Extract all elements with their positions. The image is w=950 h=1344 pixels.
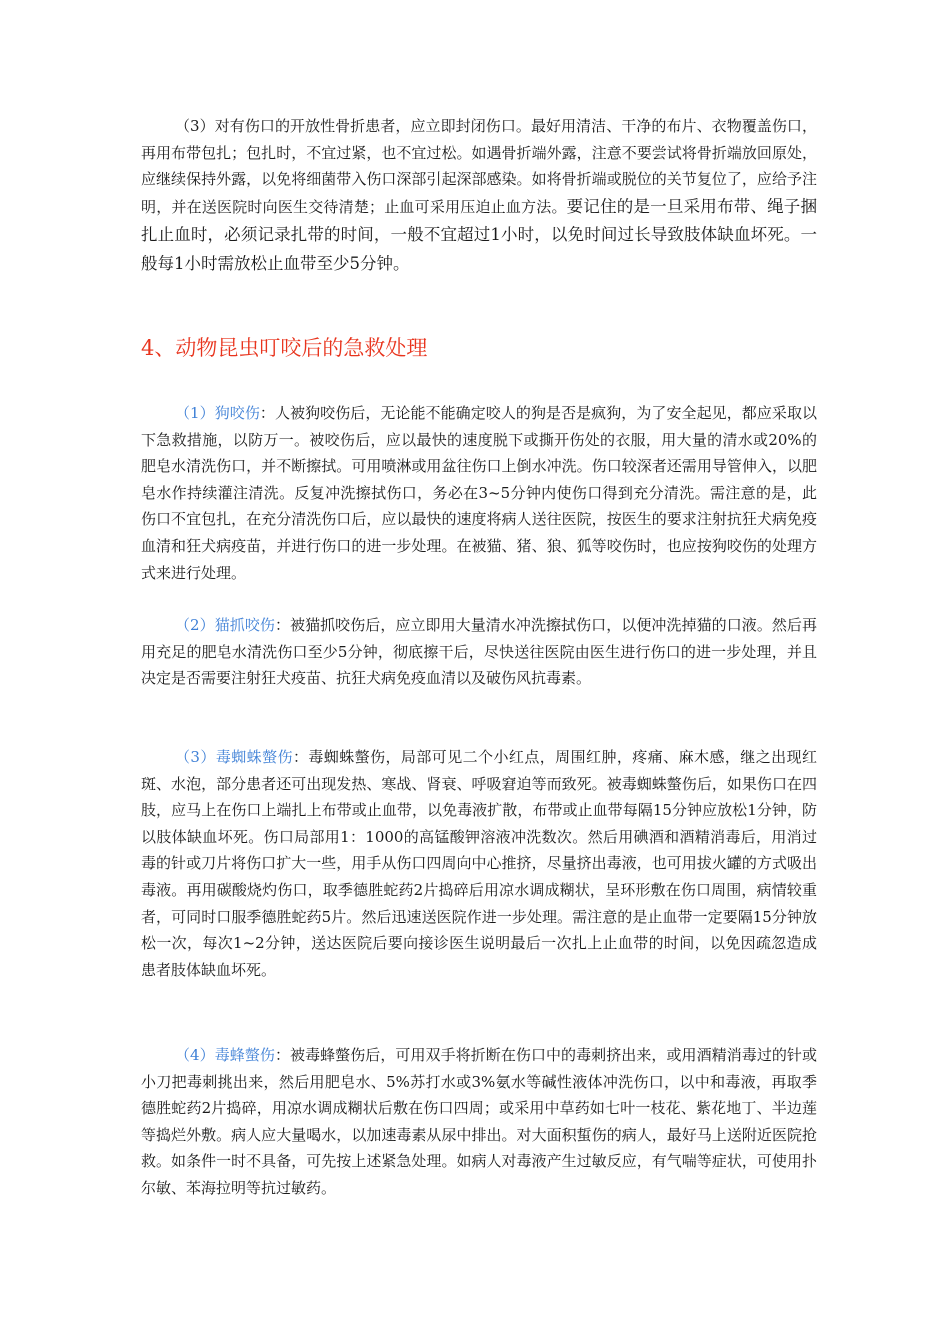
cat-bite-body: ：被猫抓咬伤后，应立即用大量清水冲洗擦拭伤口，以便冲洗掉猫的口液。然后再用充足的肥皂水清洗伤口至少5分钟，彻底擦干后，尽快送往医院由医生进行伤口的进一步处理，并且决定是否需要注射狂犬疫苗、抗狂犬病免疫血清以及破伤风抗毒素。 <box>141 616 817 688</box>
bee-sting-body: ：被毒蜂螫伤后，可用双手将折断在伤口中的毒刺挤出来，或用酒精消毒过的针或小刀把毒刺挑出来，然后用肥皂水、5%苏打水或3%氨水等碱性液体冲洗伤口，以中和毒液，再取季德胜蛇药2片捣碎，用凉水调成糊状后敷在伤口四周；或采用中草药如七叶一枝花、紫花地丁、半边莲等捣烂外敷。病人应大量喝水，以加速毒素从尿中排出。对大面积蜇伤的病人，最好马上送附近医院抢救。如条件一时不具备，可先按上述紧急处理。如病人对毒液产生过敏反应，有气喘等症状，可使用扑尔敏、苯海拉明等抗过敏药。 <box>141 1046 817 1197</box>
section-heading: 4、动物昆虫叮咬后的急救处理 <box>141 336 428 360</box>
spider-bite-body: ：毒蜘蛛螫伤，局部可见二个小红点，周围红肿，疼痛、麻木感，继之出现红斑、水泡，部分患者还可出现发热、寒战、肾衰、呼吸窘迫等而致死。被毒蜘蛛螫伤后，如果伤口在四肢，应马上在伤口上端扎上布带或止血带，以免毒液扩散，布带或止血带每隔15分钟应放松1分钟，防以肢体缺血坏死。伤口局部用1：1000的高锰酸钾溶液冲洗数次。然后用碘酒和酒精消毒后，用消过毒的针或刀片将伤口扩大一些，用手从伤口四周向中心推挤，尽量挤出毒液，也可用拔火罐的方式吸出毒液。再用碳酸烧灼伤口，取季德胜蛇药2片捣碎后用凉水调成糊状，呈环形敷在伤口周围，病情较重者，可同时口服季德胜蛇药5片。然后迅速送医院作进一步处理。需注意的是止血带一定要隔15分钟放松一次，每次1~2分钟，送达医院后要向接诊医生说明最后一次扎上止血带的时间，以免因疏忽造成患者肢体缺血坏死。 <box>141 748 817 979</box>
bee-sting-paragraph <box>141 1042 817 1202</box>
bee-sting-lead: （4）毒蜂螫伤 <box>175 1046 275 1064</box>
fracture-paragraph <box>141 113 817 278</box>
dog-bite-lead: （1）狗咬伤 <box>175 404 260 422</box>
fracture-text-a: （3）对有伤口的开放性骨折患者，应立即封闭伤口。最好用清洁、干净的布片、衣物覆盖伤口，再用布带包扎；包扎时，不宜过紧，也不宜过松。如遇骨折端外露，注意不要尝试将骨折端放回原处，应继续保持外露，以免将细菌带入伤口深部引起深部感染。如将骨折端或脱位的关节复位了，应给予注明，并在送医院时向医生交待清楚；止血可采用压迫止血方法。 <box>141 117 817 216</box>
cat-bite-lead: （2）猫抓咬伤 <box>175 616 275 634</box>
dog-bite-body: ：人被狗咬伤后，无论能不能确定咬人的狗是否是疯狗，为了安全起见，都应采取以下急救措施，以防万一。被咬伤后，应以最快的速度脱下或撕开伤处的衣服，用大量的清水或20%的肥皂水清洗伤口，并不断擦拭。可用喷淋或用盆往伤口上倒水冲洗。伤口较深者还需用导管伸入，以肥皂水作持续灌注清洗。反复冲洗擦拭伤口，务必在3~5分钟内使伤口得到充分清洗。需注意的是，此伤口不宜包扎，在充分清洗伤口后，应以最快的速度将病人送往医院，按医生的要求注射抗狂犬病免疫血清和狂犬病疫苗，并进行伤口的进一步处理。在被猫、猪、狼、狐等咬伤时，也应按狗咬伤的处理方式来进行处理。 <box>141 404 817 582</box>
spider-bite-lead: （3）毒蜘蛛螫伤 <box>175 748 293 766</box>
fracture-text-b: 要记住的是一旦采用布带、绳子捆扎止血时，必须记录扎带的时间，一般不宜超过1小时，以免时间过长导致肢体缺血坏死。一般每1小时需放松止血带至少5分钟。 <box>141 196 818 273</box>
cat-bite-paragraph <box>141 612 817 692</box>
spider-bite-paragraph <box>141 744 817 983</box>
dog-bite-paragraph <box>141 400 817 586</box>
